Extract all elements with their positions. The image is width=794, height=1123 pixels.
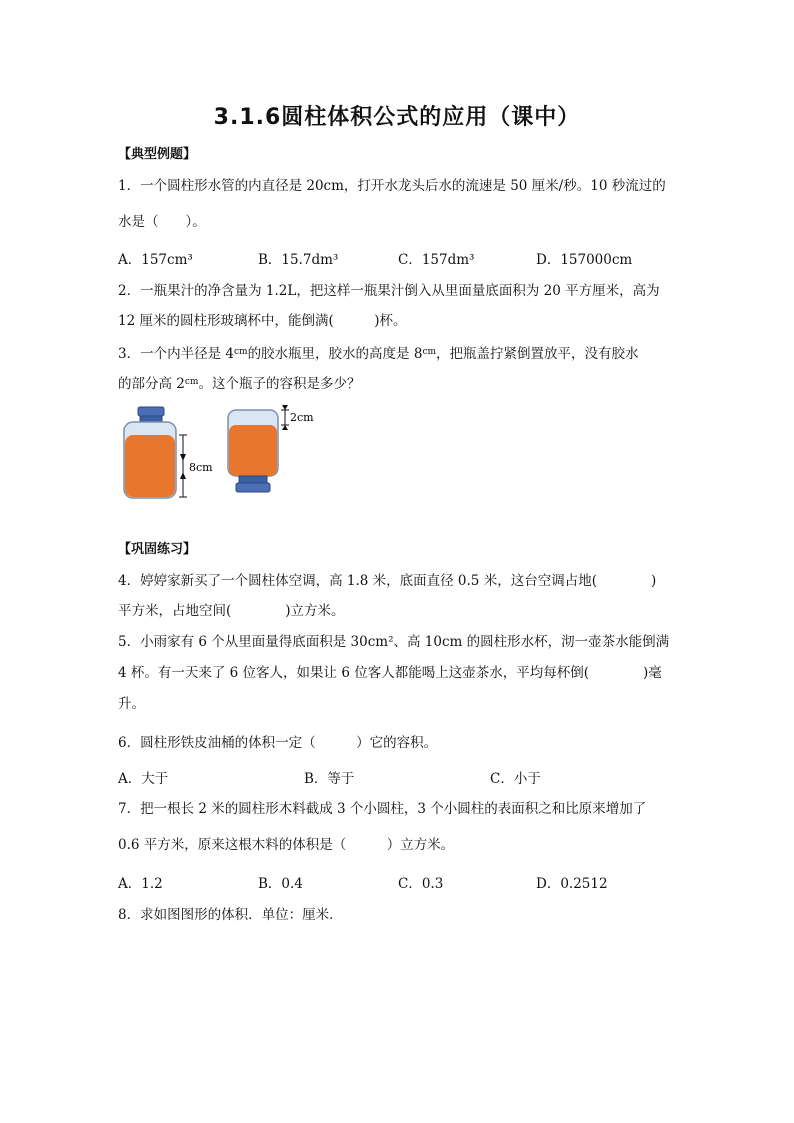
question-6-option-b: B．等于: [304, 771, 355, 787]
question-2-text-cont: 12 厘米的圆柱形玻璃杯中，能倒满( )杯。: [118, 313, 407, 329]
question-1-option-b: B．15.7dm³: [258, 252, 339, 268]
question-5-text: 5．小雨家有 6 个从里面量得底面积是 30cm²、高 10cm 的圆柱形水杯，沏一壶茶水能倒满: [118, 634, 670, 650]
unit-cm: cm: [233, 347, 248, 357]
question-7-text: 7．把一根长 2 米的圆柱形木料截成 3 个小圆柱，3 个小圆柱的表面积之和比原来增加了: [118, 801, 647, 817]
question-6-option-a: A．大于: [118, 771, 169, 787]
question-3-text: 3．一个内半径是 $4^{cm}$的胶水瓶里，胶水的高度是 $8^{cm}$，把瓶盖拧紧倒置放平，没有胶水: [118, 346, 639, 362]
label-8cm: 8cm: [189, 461, 213, 474]
inverted-bottle: [228, 405, 289, 492]
bottle-figure: [118, 405, 338, 500]
question-1-option-c: C．157dm³: [398, 252, 475, 268]
question-5-text-cont: 4 杯。有一天来了 6 位客人，如果让 6 位客人都能喝上这壶茶水，平均每杯倒( )毫: [118, 665, 662, 681]
question-2-text: 2．一瓶果汁的净含量为 1.2L，把这样一瓶果汁倒入从里面量底面积为 20 平方厘米，高为: [118, 283, 660, 299]
question-7-text-cont: 0.6 平方米，原来这根木料的体积是（ ）立方米。: [118, 837, 455, 853]
question-3-text-cont: 的部分高 $2^{cm}$。这个瓶子的容积是多少？: [118, 376, 361, 392]
label-2cm: 2cm: [290, 411, 314, 424]
question-7-option-c: C．0.3: [398, 876, 444, 892]
question-7-option-d: D．0.2512: [536, 876, 608, 892]
question-6-option-c: C．小于: [490, 771, 541, 787]
question-7-option-b: B．0.4: [258, 876, 303, 892]
question-1-option-d: D．157000cm: [536, 252, 633, 268]
section-heading-practice: 【巩固练习】: [118, 542, 197, 557]
question-4-text: 4．婷婷家新买了一个圆柱体空调，高 1.8 米，底面直径 0.5 米，这台空调占地( ): [118, 573, 657, 589]
question-5-text-end: 升。: [118, 696, 145, 712]
upright-bottle: [124, 407, 187, 498]
question-6-text: 6．圆柱形铁皮油桶的体积一定（ ）它的容积。: [118, 735, 438, 751]
page-title: 3.1.6圆柱体积公式的应用（课中）: [213, 105, 581, 130]
question-7-option-a: A．1.2: [118, 876, 163, 892]
unit-cm: cm: [184, 377, 199, 387]
question-4-text-cont: 平方米，占地空间( )立方米。: [118, 603, 345, 619]
question-8-text: 8．求如图图形的体积．单位：厘米．: [118, 907, 343, 923]
section-heading-examples: 【典型例题】: [118, 147, 197, 162]
question-1-option-a: A．157cm³: [118, 252, 193, 268]
question-1-text-cont: 水是（ ）。: [118, 214, 206, 230]
question-1-text: 1．一个圆柱形水管的内直径是 20cm，打开水龙头后水的流速是 50 厘米/秒。10 秒流过的: [118, 178, 666, 194]
unit-cm: cm: [422, 347, 437, 357]
